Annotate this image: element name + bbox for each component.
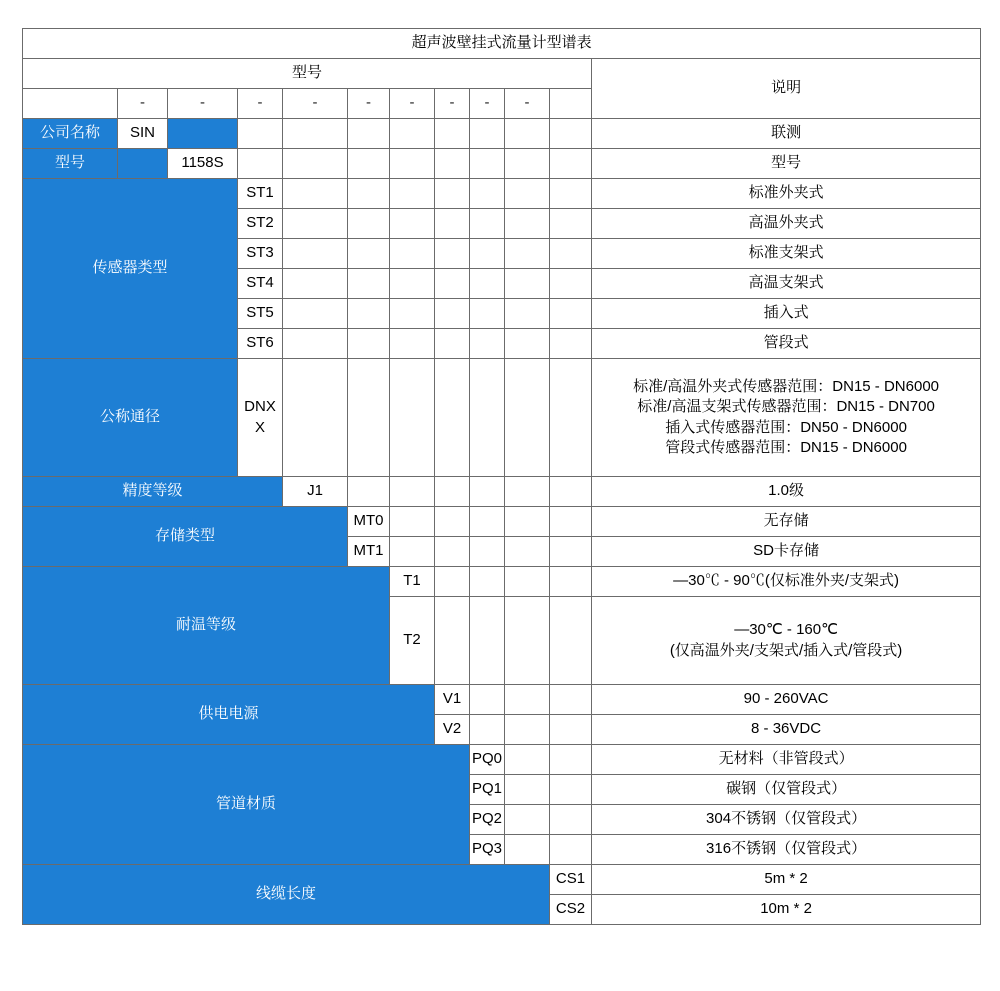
empty-cell: [505, 119, 550, 149]
group-label-storage-type: 存储类型: [23, 507, 348, 567]
table-header-row: [23, 59, 981, 89]
spacer-cell: [118, 149, 168, 179]
empty-cell: [348, 179, 390, 209]
empty-cell: [505, 685, 550, 715]
dash-cell-8: -: [505, 89, 550, 119]
desc-line: 插入式传感器范围：DN50 - DN6000: [665, 418, 907, 436]
group-label-company-name: 公司名称: [23, 119, 118, 149]
empty-cell: [238, 149, 283, 179]
empty-cell: [283, 269, 348, 299]
empty-cell: [505, 477, 550, 507]
desc-line: 标准/高温支架式传感器范围：DN15 - DN700: [637, 398, 935, 416]
empty-cell: [550, 119, 592, 149]
code-v1: V1: [435, 685, 470, 715]
empty-cell: [283, 359, 348, 477]
desc-nominal-diameter: [592, 359, 981, 477]
dash-cell-3: -: [283, 89, 348, 119]
empty-cell: [435, 359, 470, 477]
empty-cell: [505, 805, 550, 835]
dash-cell-blank: [23, 89, 118, 119]
empty-cell: [390, 209, 435, 239]
empty-cell: [470, 477, 505, 507]
dash-cell-1: -: [168, 89, 238, 119]
code-cs1: CS1: [550, 865, 592, 895]
header-model: 型号: [23, 59, 592, 89]
group-label-sensor-type: 传感器类型: [23, 179, 238, 359]
empty-cell: [505, 269, 550, 299]
empty-cell: [435, 239, 470, 269]
empty-cell: [283, 209, 348, 239]
row-nominal-diameter: [23, 359, 981, 477]
code-pq3: PQ3: [470, 835, 505, 865]
empty-cell: [505, 239, 550, 269]
empty-cell: [390, 329, 435, 359]
empty-cell: [238, 119, 283, 149]
dash-cell-5: -: [390, 89, 435, 119]
desc-pq1: 碳钢（仅管段式）: [592, 775, 981, 805]
empty-cell: [505, 299, 550, 329]
empty-cell: [550, 329, 592, 359]
empty-cell: [550, 745, 592, 775]
empty-cell: [435, 299, 470, 329]
empty-cell: [348, 239, 390, 269]
desc-t2: [592, 597, 981, 685]
row-accuracy-class: [23, 477, 981, 507]
empty-cell: [550, 567, 592, 597]
desc-v2: 8 - 36VDC: [592, 715, 981, 745]
dash-cell-0: -: [118, 89, 168, 119]
group-label-cable-length: 线缆长度: [23, 865, 550, 925]
empty-cell: [470, 119, 505, 149]
empty-cell: [505, 537, 550, 567]
code-st5: ST5: [238, 299, 283, 329]
code-st1: ST1: [238, 179, 283, 209]
empty-cell: [505, 775, 550, 805]
page-title: 超声波壁挂式流量计型谱表: [23, 29, 981, 59]
empty-cell: [470, 597, 505, 685]
code-t2: T2: [390, 597, 435, 685]
empty-cell: [550, 835, 592, 865]
table-title-row: [23, 29, 981, 59]
empty-cell: [470, 685, 505, 715]
empty-cell: [505, 179, 550, 209]
desc-line: 标准/高温外夹式传感器范围：DN15 - DN6000: [633, 378, 940, 395]
spec-table: [22, 28, 981, 925]
empty-cell: [550, 209, 592, 239]
code-1158s: 1158S: [168, 149, 238, 179]
desc-v1: 90 - 260VAC: [592, 685, 981, 715]
desc-line: (仅高温外夹/支架式/插入式/管段式): [669, 641, 903, 659]
empty-cell: [390, 269, 435, 299]
header-description: 说明: [592, 59, 981, 119]
empty-cell: [435, 329, 470, 359]
dash-cell-7: -: [470, 89, 505, 119]
dash-cell-4: -: [348, 89, 390, 119]
empty-cell: [348, 299, 390, 329]
group-label-power-supply: 供电电源: [23, 685, 435, 745]
group-label-model: 型号: [23, 149, 118, 179]
empty-cell: [505, 835, 550, 865]
code-mt1: MT1: [348, 537, 390, 567]
row-temp-class-t1: [23, 567, 981, 597]
empty-cell: [550, 477, 592, 507]
empty-cell: [435, 567, 470, 597]
code-mt0: MT0: [348, 507, 390, 537]
empty-cell: [435, 119, 470, 149]
row-storage-type-mt0: [23, 507, 981, 537]
code-st3: ST3: [238, 239, 283, 269]
empty-cell: [390, 299, 435, 329]
dash-cell-9: [550, 89, 592, 119]
empty-cell: [505, 567, 550, 597]
empty-cell: [390, 179, 435, 209]
empty-cell: [348, 359, 390, 477]
empty-cell: [470, 179, 505, 209]
empty-cell: [505, 715, 550, 745]
empty-cell: [390, 507, 435, 537]
desc-accuracy-class: 1.0级: [592, 477, 981, 507]
empty-cell: [470, 715, 505, 745]
desc-mt0: 无存储: [592, 507, 981, 537]
empty-cell: [470, 359, 505, 477]
code-j1: J1: [283, 477, 348, 507]
empty-cell: [390, 149, 435, 179]
desc-st3: 标准支架式: [592, 239, 981, 269]
empty-cell: [550, 269, 592, 299]
desc-pq3: 316不锈钢（仅管段式）: [592, 835, 981, 865]
empty-cell: [283, 179, 348, 209]
empty-cell: [470, 239, 505, 269]
desc-pq0: 无材料（非管段式）: [592, 745, 981, 775]
empty-cell: [550, 537, 592, 567]
desc-t1: —30℃ - 90℃(仅标准外夹/支架式): [592, 567, 981, 597]
empty-cell: [390, 537, 435, 567]
empty-cell: [550, 239, 592, 269]
code-dnxx: DNXX: [238, 359, 283, 477]
empty-cell: [505, 149, 550, 179]
code-st2: ST2: [238, 209, 283, 239]
empty-cell: [390, 477, 435, 507]
empty-cell: [283, 149, 348, 179]
code-v2: V2: [435, 715, 470, 745]
empty-cell: [470, 299, 505, 329]
desc-line: 管段式传感器范围：DN15 - DN6000: [665, 438, 907, 456]
empty-cell: [550, 359, 592, 477]
code-t1: T1: [390, 567, 435, 597]
empty-cell: [550, 179, 592, 209]
empty-cell: [348, 209, 390, 239]
empty-cell: [348, 119, 390, 149]
empty-cell: [550, 685, 592, 715]
desc-st5: 插入式: [592, 299, 981, 329]
group-label-temp-class: 耐温等级: [23, 567, 390, 685]
empty-cell: [435, 477, 470, 507]
empty-cell: [505, 359, 550, 477]
empty-cell: [550, 775, 592, 805]
empty-cell: [390, 239, 435, 269]
empty-cell: [348, 477, 390, 507]
empty-cell: [550, 805, 592, 835]
row-sensor-type-st1: [23, 179, 981, 209]
empty-cell: [470, 329, 505, 359]
empty-cell: [435, 209, 470, 239]
code-st6: ST6: [238, 329, 283, 359]
code-pq0: PQ0: [470, 745, 505, 775]
dash-cell-6: -: [435, 89, 470, 119]
empty-cell: [435, 597, 470, 685]
group-label-pipe-material: 管道材质: [23, 745, 470, 865]
code-pq1: PQ1: [470, 775, 505, 805]
empty-cell: [470, 507, 505, 537]
row-cable-length-cs1: [23, 865, 981, 895]
desc-model: 型号: [592, 149, 981, 179]
empty-cell: [283, 239, 348, 269]
empty-cell: [550, 597, 592, 685]
empty-cell: [283, 329, 348, 359]
empty-cell: [505, 329, 550, 359]
empty-cell: [550, 149, 592, 179]
empty-cell: [505, 209, 550, 239]
empty-cell: [390, 119, 435, 149]
empty-cell: [505, 597, 550, 685]
empty-cell: [435, 179, 470, 209]
empty-cell: [283, 299, 348, 329]
row-power-supply-v1: [23, 685, 981, 715]
empty-cell: [470, 209, 505, 239]
empty-cell: [550, 507, 592, 537]
empty-cell: [390, 359, 435, 477]
desc-pq2: 304不锈钢（仅管段式）: [592, 805, 981, 835]
empty-cell: [505, 745, 550, 775]
code-st4: ST4: [238, 269, 283, 299]
empty-cell: [348, 149, 390, 179]
row-company-name: [23, 119, 981, 149]
empty-cell: [283, 119, 348, 149]
row-model: [23, 149, 981, 179]
desc-company-name: 联测: [592, 119, 981, 149]
empty-cell: [348, 269, 390, 299]
group-label-accuracy-class: 精度等级: [23, 477, 283, 507]
code-cs2: CS2: [550, 895, 592, 925]
group-label-nominal-diameter: 公称通径: [23, 359, 238, 477]
empty-cell: [435, 149, 470, 179]
empty-cell: [470, 269, 505, 299]
desc-st1: 标准外夹式: [592, 179, 981, 209]
empty-cell: [435, 269, 470, 299]
empty-cell: [470, 537, 505, 567]
code-sin: SIN: [118, 119, 168, 149]
empty-cell: [435, 537, 470, 567]
empty-cell: [348, 329, 390, 359]
desc-cs2: 10m * 2: [592, 895, 981, 925]
row-pipe-material-pq0: [23, 745, 981, 775]
desc-st2: 高温外夹式: [592, 209, 981, 239]
desc-st6: 管段式: [592, 329, 981, 359]
desc-line: —30℃ - 160℃: [734, 621, 838, 639]
desc-cs1: 5m * 2: [592, 865, 981, 895]
empty-cell: [550, 715, 592, 745]
empty-cell: [470, 149, 505, 179]
empty-cell: [435, 507, 470, 537]
dash-cell-2: -: [238, 89, 283, 119]
desc-st4: 高温支架式: [592, 269, 981, 299]
spacer-cell: [168, 119, 238, 149]
empty-cell: [505, 507, 550, 537]
desc-mt1: SD卡存储: [592, 537, 981, 567]
empty-cell: [550, 299, 592, 329]
empty-cell: [470, 567, 505, 597]
code-pq2: PQ2: [470, 805, 505, 835]
